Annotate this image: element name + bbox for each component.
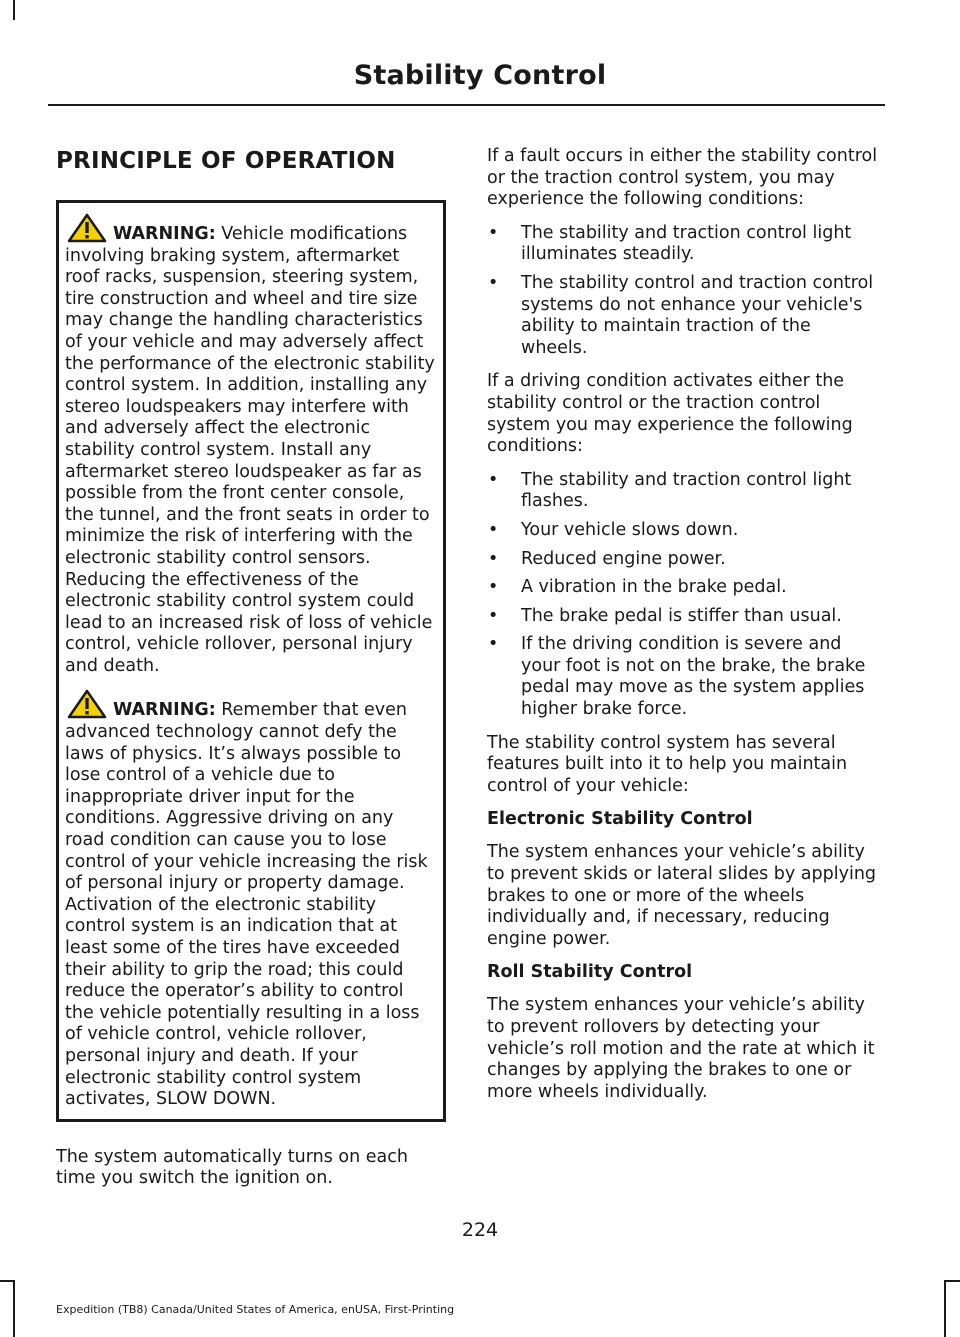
fault-conditions-list [487,223,881,360]
activation-conditions-list [487,470,881,721]
page-header-title: Stability Control [353,60,607,91]
list-item: • Reduced engine power. [487,549,881,571]
list-item: • The stability and traction control light illuminates steadily. [487,223,881,266]
paragraph-ignition: The system automatically turns on each time you switch the ignition on. [56,1146,408,1189]
list-item: • If the driving condition is severe and your foot is not on the brake, the brake pedal may move as the system applies higher brake force. [487,634,881,720]
paragraph-activation: If a driving condition activates either the stability control or the traction control system you may experience the following conditions: [487,371,853,457]
footer-text: Expedition (TB8) Canada/United States of America, enUSA, First-Printing [56,1303,455,1316]
list-item: • The stability and traction control light flashes. [487,470,881,513]
left-column [56,148,446,1190]
list-item: • Your vehicle slows down. [487,520,881,542]
crop-mark-bottom-right-horizontal [944,1280,960,1282]
warning-text: Remember that even advanced technology cannot defy the laws of physics. It’s always possible to lose control of a vehicle due to inappropriate driver input for the conditions. Aggressive driving on any road condition can cause you to lose control of your vehicle increasing the risk of personal injury or property damage. Activation of the electronic stability control system is an indication that at least some of the tires have exceeded their ability to grip the road; this could reduce the operator’s ability to control the vehicle potentially resulting in a loss of vehicle control, vehicle rollover, personal injury and death. If your electronic stability control system activates, SLOW DOWN. [65,700,428,1110]
paragraph-rsc: The system enhances your vehicle’s ability to prevent rollovers by detecting your vehicle’s roll motion and the rate at which it changes by applying the brakes to one or more wheels individually. [487,995,875,1102]
list-item: • The stability control and traction control systems do not enhance your vehicle's ability to maintain traction of the wheels. [487,273,881,359]
header-rule [48,104,885,106]
list-item: • A vibration in the brake pedal. [487,577,881,599]
subheading-roll-stability-control: Roll Stability Control [487,962,693,983]
warning-box [56,200,446,1122]
warning-triangle-icon [67,213,107,243]
warning-label: WARNING: [113,700,216,721]
paragraph-features: The stability control system has several features built into it to help you maintain control of your vehicle: [487,732,848,796]
warning-text: Vehicle modifications involving braking system, aftermarket roof racks, suspension, steering system, tire construction and wheel and tire size may change the handling characteristics of your vehicle and may adversely affect the performance of the electronic stability control system. In addition, installing any stereo loudspeakers may interfere with and adversely affect the electronic stability control system. Install any aftermarket stereo loudspeaker as far as possible from the front center console, the tunnel, and the front seats in order to minimize the risk of interfering with the electronic stability control sensors. Reducing the effectiveness of the electronic stability control system could lead to an increased risk of loss of vehicle control, vehicle rollover, personal injury and death. [65,224,435,676]
page-number: 224 [461,1219,499,1241]
paragraph-fault: If a fault occurs in either the stability control or the traction control system, you may experience the following conditions: [487,146,878,210]
subheading-electronic-stability-control: Electronic Stability Control [487,809,753,830]
list-item: • The brake pedal is stiffer than usual. [487,606,881,628]
warning-block [65,213,437,677]
crop-mark-bottom-left-horizontal [0,1280,15,1282]
warning-triangle-icon [67,689,107,719]
warning-block [65,689,437,1110]
crop-mark-bottom-left-vertical [13,1280,15,1337]
warning-label: WARNING: [113,224,216,244]
paragraph-esc: The system enhances your vehicle’s ability to prevent skids or lateral slides by applying brakes to one or more of the wheels individually and, if necessary, reducing engine power. [487,842,877,949]
right-column [487,146,881,1115]
section-title: PRINCIPLE OF OPERATION [56,148,396,174]
crop-mark-bottom-right-vertical [944,1280,946,1337]
crop-mark-top-left-vertical [13,0,15,20]
